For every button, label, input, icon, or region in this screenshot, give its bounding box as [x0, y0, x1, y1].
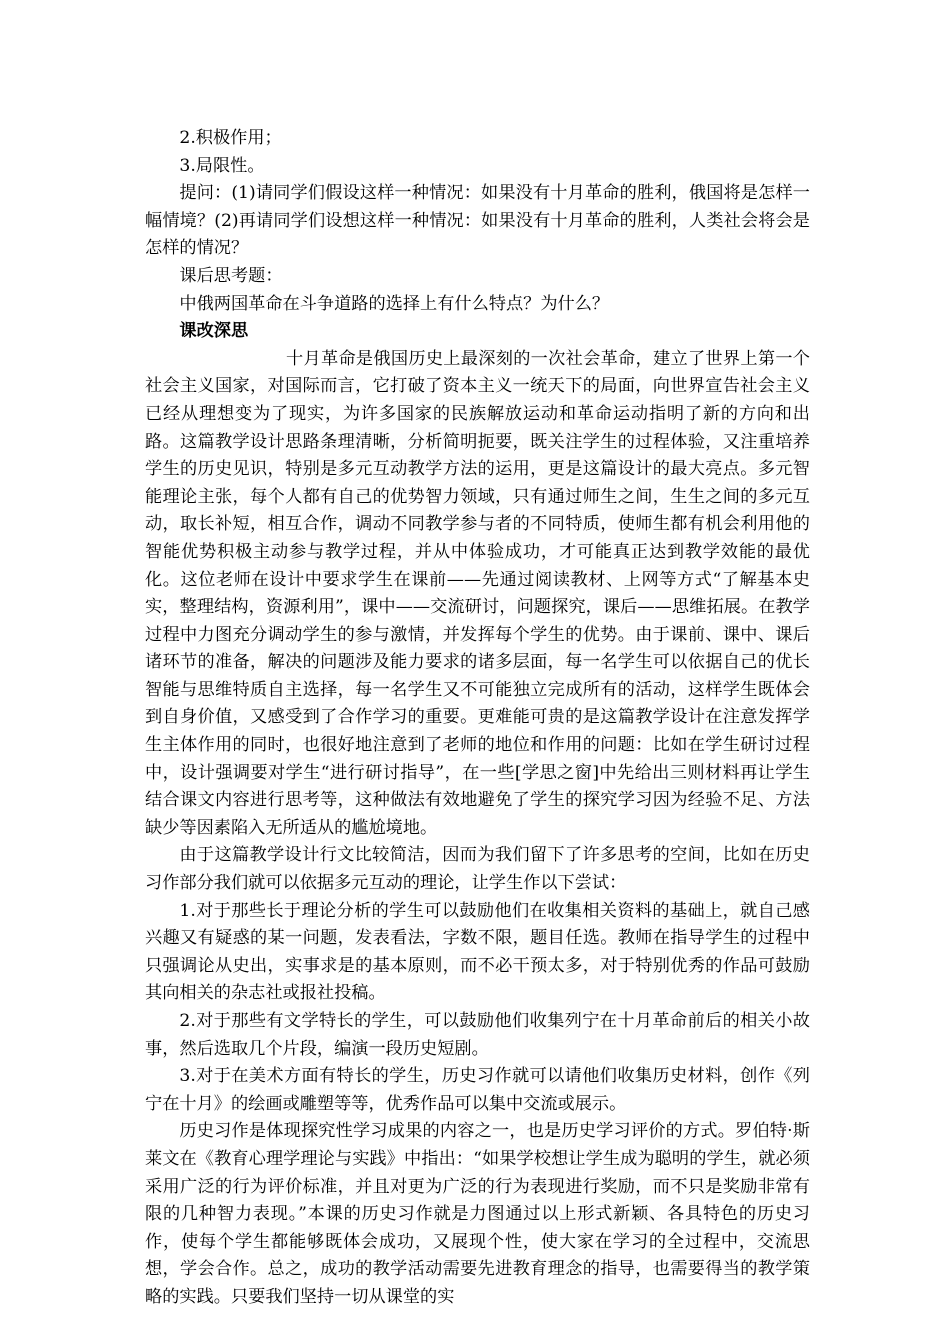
reflection-paragraph-1: 十月革命是俄国历史上最深刻的一次社会革命，建立了世界上第一个社会主义国家，对国际而言，它打破了资本主义一统天下的局面，向世界宣告社会主义已经从理想变为了现实，为许多国家的民族解放运动和革命运动指明了新的方向和出路。这篇教学设计思路条理清晰，分析简明扼要，既关注学生的过程体验，又注重培养学生的历史见识，特别是多元互动教学方法的运用，更是这篇设计的最大亮点。多元智能理论主张，每个人都有自己的优势智力领域，只有通过师生之间，生生之间的多元互动，取长补短，相互合作，调动不同教学参与者的不同特质，使师生都有机会利用他的智能优势积极主动参与教学过程，并从中体验成功，才可能真正达到教学效能的最优化。这位老师在设计中要求学生在课前——先通过阅读教材、上网等方式“了解基本史实，整理结构，资源利用”，课中——交流研讨，问题探究，课后——思维拓展。在教学过程中力图充分调动学生的参与激情，并发挥每个学生的优势。由于课前、课中、课后诸环节的准备，解决的问题涉及能力要求的诸多层面，每一名学生可以依据自己的优长智能与思维特质自主选择，每一名学生又不可能独立完成所有的活动，这样学生既体会到自身价值，又感受到了合作学习的重要。更难能可贵的是这篇教学设计在注意发挥学生主体作用的同时，也很好地注意到了老师的地位和作用的问题：比如在学生研讨过程中，设计强调要对学生“进行研讨指导”，在一些[学思之窗]中先给出三则材料再让学生结合课文内容进行思考等，这种做法有效地避免了学生的探究学习因为经验不足、方法缺少等因素陷入无所适从的尴尬境地。 [145, 348, 810, 838]
reflection-paragraph-3: 历史习作是体现探究性学习成果的内容之一，也是历史学习评价的方式。罗伯特·斯莱文在《教育心理学理论与实践》中指出：“如果学校想让学生成为聪明的学生，就必须采用广泛的行为评价标准，并且对更为广泛的行为表现进行奖励，而不只是奖励非常有限的几种智力表现。”本课的历史习作就是力图通过以上形式新颖、各具特色的历史习作，使每个学生都能够既体会成功，又展现个性，使大家在学习的全过程中，交流思想，学会合作。总之，成功的教学活动需要先进教育理念的指导，也需要得当的教学策略的实践。只要我们坚持一切从课堂的实 [145, 1121, 810, 1307]
after-class-label: 课后思考题： [179, 265, 283, 286]
suggestion-item-1: 1.对于那些长于理论分析的学生可以鼓励他们在收集相关资料的基础上，就自己感兴趣又有疑惑的某一问题，发表看法，字数不限，题目任选。教师在指导学生的过程中只强调论从史出，实事求是的基本原则，而不必干预太多，对于特别优秀的作品可鼓励其向相关的杂志社或报社投稿。 [145, 900, 810, 1004]
document-body [145, 125, 810, 1312]
section-heading: 课改深思 [179, 321, 249, 342]
after-class-question: 中俄两国革命在斗争道路的选择上有什么特点？为什么？ [179, 293, 610, 314]
suggestion-item-2: 2.对于那些有文学特长的学生，可以鼓励他们收集列宁在十月革命前后的相关小故事，然后选取几个片段，编演一段历史短剧。 [145, 1011, 810, 1059]
list-item-positive-effect: 2.积极作用； [179, 128, 282, 148]
reflection-paragraph-2: 由于这篇教学设计行文比较简洁，因而为我们留下了许多思考的空间，比如在历史习作部分我们就可以依据多元互动的理论，让学生作以下尝试： [145, 845, 810, 894]
question-paragraph: 提问：(1)请同学们假设这样一种情况：如果没有十月革命的胜利，俄国将是怎样一幅情境？(2)再请同学们设想这样一种情况：如果没有十月革命的胜利，人类社会将会是怎样的情况？ [145, 183, 810, 259]
suggestion-item-3: 3.对于在美术方面有特长的学生，历史习作就可以请他们收集历史材料，创作《列宁在十月》的绘画或雕塑等等，优秀作品可以集中交流或展示。 [145, 1066, 810, 1114]
list-item-limitation: 3.局限性。 [179, 155, 265, 176]
